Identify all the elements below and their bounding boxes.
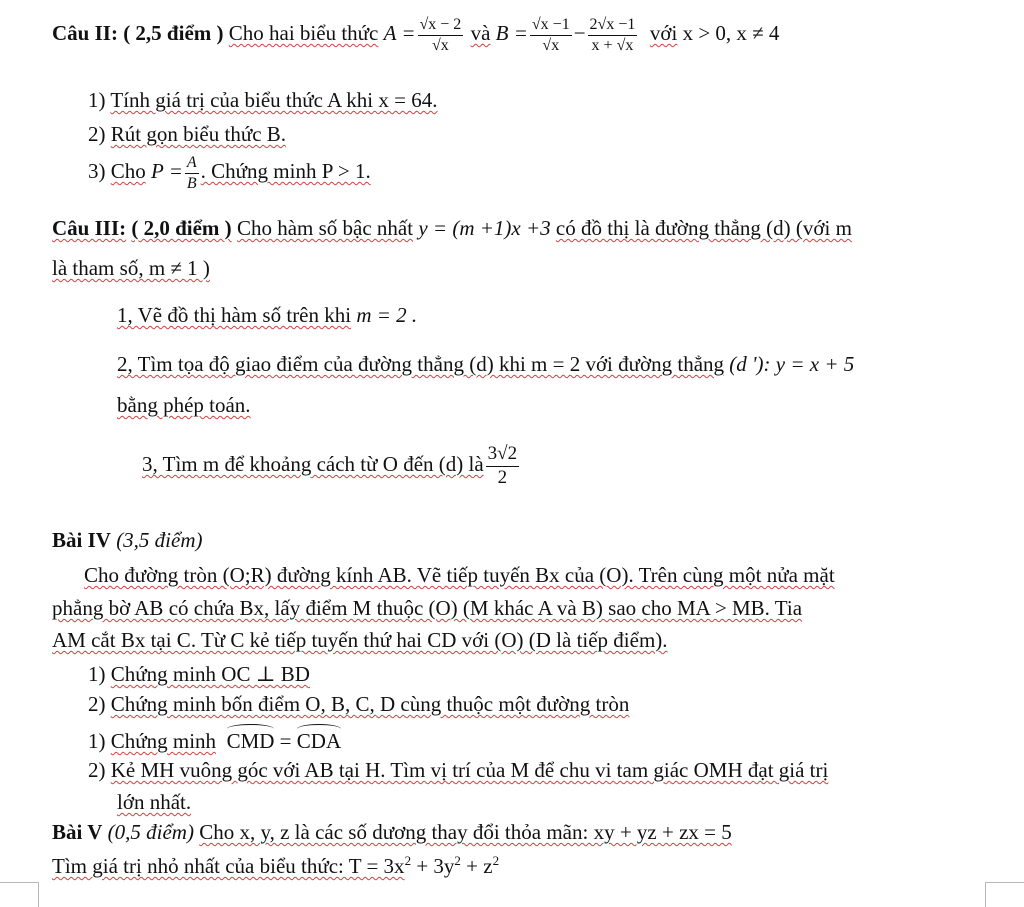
- q2-heading: Câu II:: [52, 20, 118, 45]
- q2-b-minus: −: [573, 20, 586, 45]
- q3-item-2-math: (d '): y = x + 5: [729, 352, 855, 376]
- q5-line-1: [52, 822, 732, 843]
- q5-heading: Bài V: [52, 820, 103, 844]
- q4-item-3-pre: Chứng minh: [110, 729, 217, 753]
- q5-sup-2: 2: [454, 853, 461, 868]
- q2-b-numerator-2: 2√x −1: [588, 16, 638, 36]
- q4-arc-cda: CDA: [296, 729, 342, 753]
- q4-item-2-num: 2): [88, 692, 106, 716]
- q5-mid-2: + z: [460, 854, 493, 878]
- q3-line1-pre: Cho hàm số bậc nhất: [236, 216, 414, 240]
- q2-item-3-fraction: [185, 154, 199, 192]
- q2-points: ( 2,5 điểm ): [123, 20, 224, 45]
- q2-b-denominator-1: √x: [542, 36, 560, 54]
- q3-line1-post: có đồ thị là đường thẳng (d) (với m: [555, 216, 852, 240]
- q2-item-2: [88, 124, 286, 145]
- q4-item-3-num: 1): [88, 729, 106, 753]
- q4-para-3: AM cắt Bx tại C. Từ C kẻ tiếp tuyến thứ hai CD với (O) (D là tiếp điểm).: [52, 628, 668, 652]
- q2-item-3-num: 3): [88, 158, 106, 183]
- q2-item-3-p: P =: [151, 158, 183, 183]
- q3-item-2: [117, 354, 854, 375]
- q2-a-fraction: [418, 16, 464, 54]
- q4-item-4-text: Kẻ MH vuông góc với AB tại H. Tìm vị trí của M để chu vi tam giác OMH đạt giá trị: [110, 758, 829, 782]
- q4-item-2-text: Chứng minh bốn điểm O, B, C, D cùng thuộc một đường tròn: [110, 692, 630, 716]
- q2-item-1-num: 1): [88, 88, 106, 112]
- q4-item-1: [88, 664, 310, 685]
- q2-a-denominator: √x: [432, 36, 449, 54]
- q2-cond-word: với: [649, 20, 678, 45]
- q3-item-1: [117, 305, 417, 326]
- q4-arc-cmd: CMD: [226, 729, 275, 753]
- q3-line2: là tham số, m ≠ 1 ): [52, 256, 210, 280]
- q4-para-2: phẳng bờ AB có chứa Bx, lấy điểm M thuộc (O) (M khác A và B) sao cho MA > MB. Tia: [52, 596, 803, 620]
- q5-line-2-pre: Tìm giá trị nhỏ nhất của biểu thức: T = 3x: [52, 854, 405, 878]
- q4-item-1-text: Chứng minh OC ⊥ BD: [110, 662, 310, 686]
- q3-item-3-pre: 3, Tìm m để khoảng cách từ O đến (d) là: [142, 452, 484, 477]
- q4-item-4: [88, 760, 828, 781]
- q5-line-1-text: Cho x, y, z là các số dương thay đổi thỏa mãn: xy + yz + zx = 5: [199, 820, 732, 844]
- q4-heading: Bài IV: [52, 528, 111, 552]
- page-corner-right: [985, 882, 1024, 907]
- q2-b-denominator-2: x + √x: [591, 36, 634, 54]
- page-corner-left: [0, 882, 39, 907]
- q2-item-3-post: . Chứng minh P > 1.: [200, 158, 371, 183]
- q2-condition: x > 0, x ≠ 4: [682, 20, 780, 45]
- q3-item-1-pre: 1, Vẽ đồ thị hàm số trên khi: [117, 303, 352, 327]
- q5-sup-1: 2: [404, 853, 412, 868]
- q4-item-2: [88, 694, 629, 715]
- q2-b-fraction-2: [588, 16, 638, 54]
- q2-and: và: [470, 20, 491, 45]
- q3-function: y = (m +1)x +3: [418, 216, 551, 240]
- q3-item-2-cont: bằng phép toán.: [117, 393, 251, 417]
- q2-a-numerator: √x − 2: [418, 16, 464, 36]
- q4-para-1: Cho đường tròn (O;R) đường kính AB. Vẽ tiếp tuyến Bx của (O). Trên cùng một nửa mặt: [84, 563, 835, 587]
- q2-item-1-text: Tính giá trị của biểu thức A khi x = 64.: [110, 88, 438, 112]
- q4-item-1-num: 1): [88, 662, 106, 686]
- q3-points: ( 2,0 điểm ): [131, 216, 232, 240]
- q3-item-3-numerator: 3√2: [486, 444, 519, 467]
- q3-header-line: [52, 218, 852, 239]
- q4-item-4-num: 2): [88, 758, 106, 782]
- q2-b-numerator-1: √x −1: [530, 16, 572, 36]
- q4-item-4-cont: lớn nhất.: [117, 790, 192, 814]
- q3-item-2-pre: 2, Tìm tọa độ giao điểm của đường thẳng (d) khi m = 2 với đường thẳng: [117, 352, 725, 376]
- q2-item-2-num: 2): [88, 122, 106, 146]
- q2-b-lhs: B =: [495, 20, 528, 45]
- q5-line-2: [52, 854, 499, 877]
- q5-mid-1: + 3y: [411, 854, 455, 878]
- q2-intro: Cho hai biểu thức: [228, 20, 379, 45]
- q2-item-3: [88, 154, 371, 192]
- q3-item-3-fraction: [486, 444, 519, 489]
- q2-header-line: [52, 16, 779, 54]
- q2-a-lhs: A =: [383, 20, 416, 45]
- q4-points: (3,5 điểm): [116, 528, 203, 552]
- q2-item-3-pre: Cho: [110, 158, 146, 183]
- q2-b-fraction-1: [530, 16, 572, 54]
- q2-item-2-text: Rút gọn biểu thức B.: [110, 122, 287, 146]
- q4-header-line: [52, 530, 203, 551]
- q2-item-3-denominator: B: [186, 174, 197, 192]
- q3-heading: Câu III:: [52, 216, 127, 240]
- q4-item-3: [88, 727, 341, 752]
- q3-item-3-denominator: 2: [497, 466, 508, 488]
- q2-item-1: [88, 90, 437, 111]
- q3-item-3: [142, 444, 521, 489]
- q2-item-3-numerator: A: [185, 154, 199, 174]
- q4-equals: =: [279, 729, 292, 753]
- q3-item-1-math: m = 2 .: [356, 303, 418, 327]
- q5-sup-3: 2: [492, 853, 500, 868]
- q5-points: (0,5 điểm): [107, 820, 194, 844]
